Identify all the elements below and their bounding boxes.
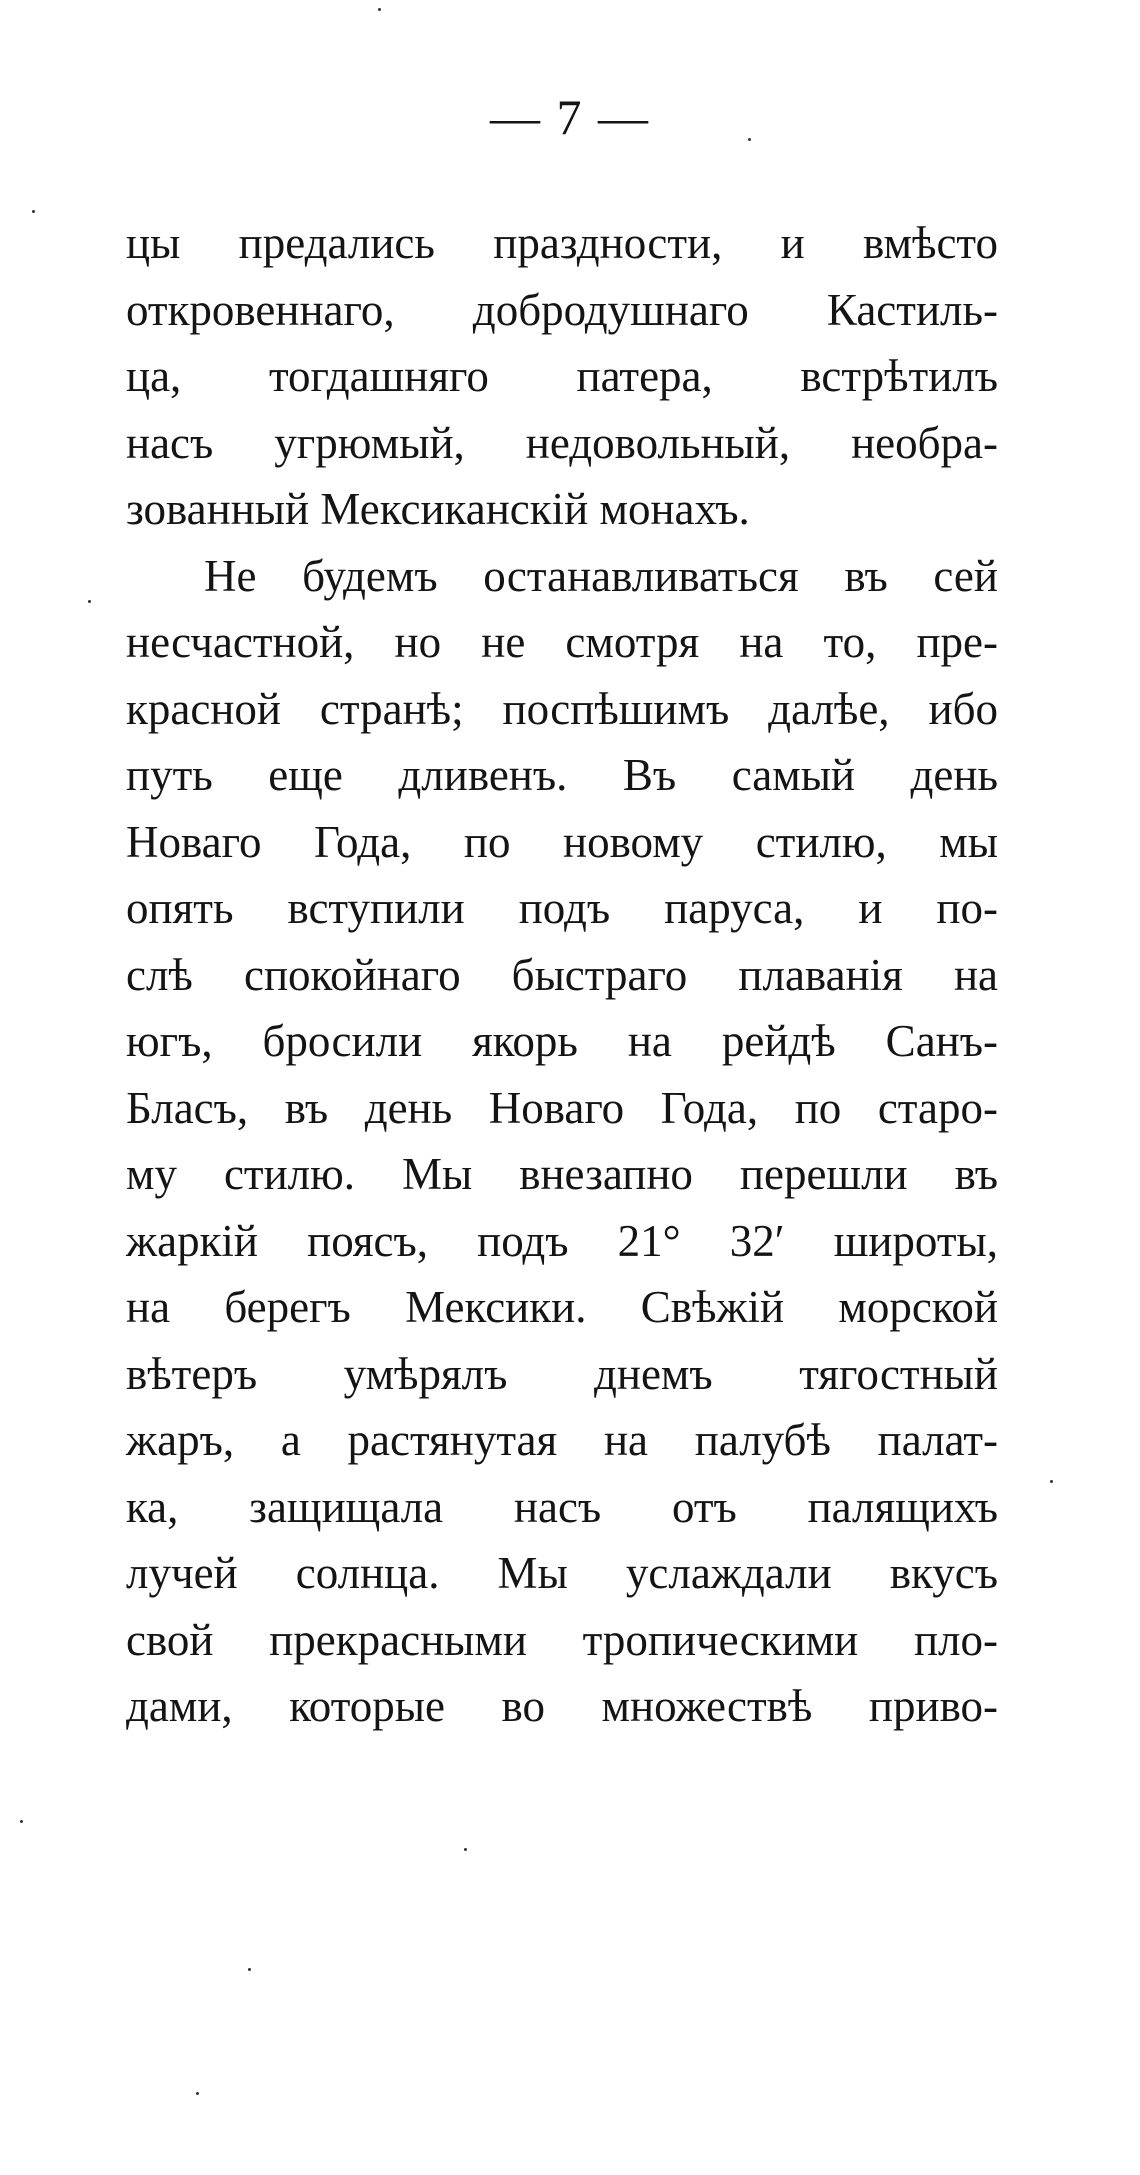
text-line: цы предались праздности, и вмѣсто	[126, 218, 998, 268]
text-line: Бласъ, въ день Новаго Года, по старо-	[126, 1082, 998, 1133]
text-line: несчастной, но не смотря на то, пре-	[126, 617, 998, 667]
text-line: вѣтеръ умѣрялъ днемъ тягостный	[126, 1348, 998, 1399]
scan-speck	[748, 138, 751, 141]
text-line: опять вступили подъ паруса, и по-	[126, 883, 998, 933]
scan-speck	[1050, 1480, 1053, 1483]
text-line: му стилю. Мы внезапно перешли въ	[126, 1149, 998, 1199]
scan-speck	[248, 1968, 251, 1971]
text-line-paragraph-end: зованный Мексиканскій монахъ.	[126, 484, 750, 534]
text-line: откровеннаго, добродушнаго Кастиль-	[126, 284, 998, 335]
text-line: Новаго Года, по новому стилю, мы	[126, 816, 998, 867]
text-line: дами, которые во множествѣ приво-	[126, 1681, 998, 1731]
scan-speck	[464, 1848, 467, 1851]
text-line: путь еще дливенъ. Въ самый день	[126, 750, 998, 800]
text-line: ка, защищала насъ отъ палящихъ	[126, 1481, 998, 1532]
text-line-paragraph-start: Не будемъ останавливаться въ сей	[204, 550, 998, 601]
text-line: слѣ спокойнаго быстраго плаванія на	[126, 949, 998, 1000]
text-line: красной странѣ; поспѣшимъ далѣе, ибо	[126, 683, 998, 734]
text-line: югъ, бросили якорь на рейдѣ Санъ-	[126, 1016, 998, 1066]
page-number: — 7 —	[490, 89, 650, 145]
text-line: ца, тогдашняго патера, встрѣтилъ	[126, 351, 998, 401]
scan-speck	[88, 600, 91, 603]
body-text	[126, 210, 998, 1740]
text-line: жаръ, а растянутая на палубѣ палат-	[126, 1415, 998, 1465]
scan-speck	[32, 210, 35, 213]
text-line: на берегъ Мексики. Свѣжій морской	[126, 1282, 998, 1332]
text-line: насъ угрюмый, недовольный, необра-	[126, 417, 998, 468]
scan-speck	[196, 2092, 199, 2095]
text-line: жаркій поясъ, подъ 21° 32′ широты,	[126, 1215, 998, 1266]
scan-speck	[378, 8, 381, 11]
text-line: свой прекрасными тропическими пло-	[126, 1614, 998, 1665]
scan-speck	[20, 1820, 23, 1823]
text-line: лучей солнца. Мы услаждали вкусъ	[126, 1548, 998, 1598]
